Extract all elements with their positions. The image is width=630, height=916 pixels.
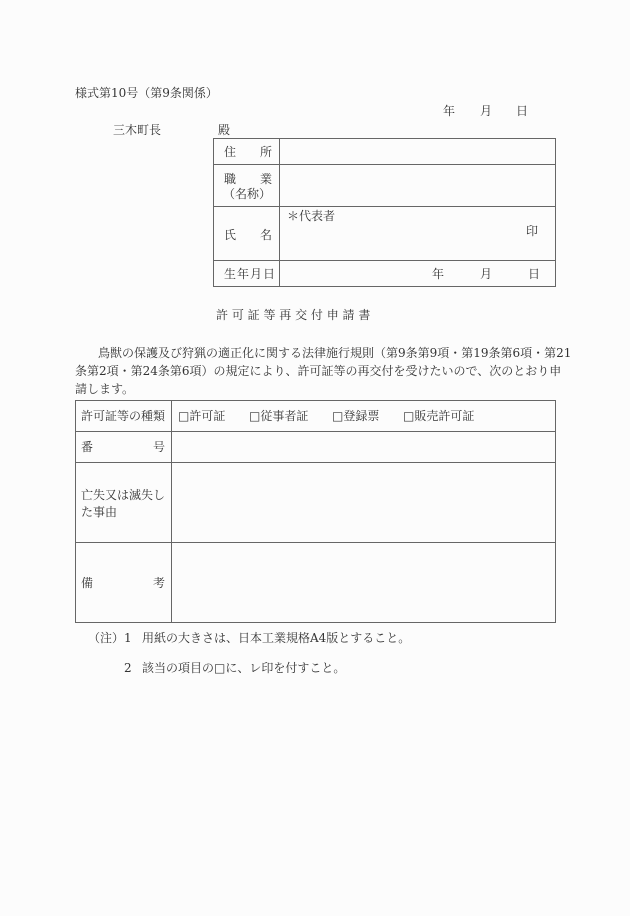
- remarks-label: [81, 576, 165, 590]
- representative-note: ＊代表者: [287, 209, 336, 223]
- date-month: 月: [480, 104, 493, 118]
- label-char: 職: [224, 172, 237, 186]
- note-2-number: 2: [124, 661, 132, 675]
- label-char: 業: [259, 172, 272, 186]
- address-field[interactable]: [281, 140, 555, 163]
- label-char: 備: [81, 576, 94, 590]
- request-table: [75, 400, 556, 623]
- occupation-sub-label: （名称）: [223, 187, 272, 201]
- birth-month: 月: [480, 267, 493, 281]
- honorific: 殿: [218, 123, 231, 137]
- remarks-field[interactable]: [173, 544, 555, 622]
- note-2-text: 該当の項目の□に、レ印を付すこと。: [142, 661, 346, 675]
- column-divider: [171, 401, 172, 622]
- row-divider: [76, 542, 555, 543]
- birth-year: 年: [432, 267, 445, 281]
- addressee: 三木町長: [113, 123, 162, 137]
- option-worker-certificate[interactable]: □従事者証: [249, 409, 309, 423]
- birthdate-label: 生年月日: [224, 267, 277, 281]
- option-sales-permit[interactable]: □販売許可証: [403, 409, 475, 423]
- number-field[interactable]: [173, 433, 555, 461]
- number-label: [81, 440, 165, 454]
- reason-label-line-1: 亡失又は滅失し: [81, 488, 166, 502]
- row-divider: [214, 164, 555, 165]
- label-char: 名: [259, 228, 272, 242]
- row-divider: [214, 260, 555, 261]
- body-line-2: 条第2項・第24条第6項）の規定により、許可証等の再交付を受けたいので、次のとおり申: [75, 364, 562, 378]
- row-divider: [76, 462, 555, 463]
- document-title: 許 可 証 等 再 交 付 申 請 書: [216, 308, 371, 322]
- seal-mark: 印: [526, 224, 539, 238]
- applicant-table: [213, 138, 556, 287]
- date-day: 日: [516, 104, 529, 118]
- note-1-text: 用紙の大きさは、日本工業規格A4版とすること。: [142, 631, 411, 645]
- body-line-1: 鳥獣の保護及び狩猟の適正化に関する法律施行規則（第9条第9項・第19条第6項・第21: [98, 346, 572, 360]
- row-divider: [76, 431, 555, 432]
- form-number: 様式第10号（第9条関係）: [75, 86, 218, 100]
- occupation-label: [224, 172, 272, 186]
- column-divider: [279, 139, 280, 286]
- reason-label-line-2: た事由: [81, 505, 118, 519]
- name-field[interactable]: [281, 208, 521, 259]
- label-char: 号: [152, 440, 165, 454]
- label-char: 番: [81, 440, 94, 454]
- occupation-field[interactable]: [281, 166, 555, 205]
- note-1-number: 1: [124, 631, 132, 645]
- birth-day: 日: [528, 267, 541, 281]
- notes-prefix: （注）: [88, 631, 125, 645]
- body-line-3: 請します。: [75, 382, 135, 396]
- type-label: 許可証等の種類: [81, 409, 166, 423]
- label-char: 考: [152, 576, 165, 590]
- option-registration[interactable]: □登録票: [332, 409, 380, 423]
- option-permit[interactable]: □許可証: [178, 409, 226, 423]
- name-label: [224, 228, 272, 242]
- address-label: [224, 145, 272, 159]
- row-divider: [214, 206, 555, 207]
- label-char: 住: [224, 145, 237, 159]
- label-char: 所: [259, 145, 272, 159]
- date-year: 年: [443, 104, 456, 118]
- reason-field[interactable]: [173, 464, 555, 541]
- label-char: 氏: [224, 228, 237, 242]
